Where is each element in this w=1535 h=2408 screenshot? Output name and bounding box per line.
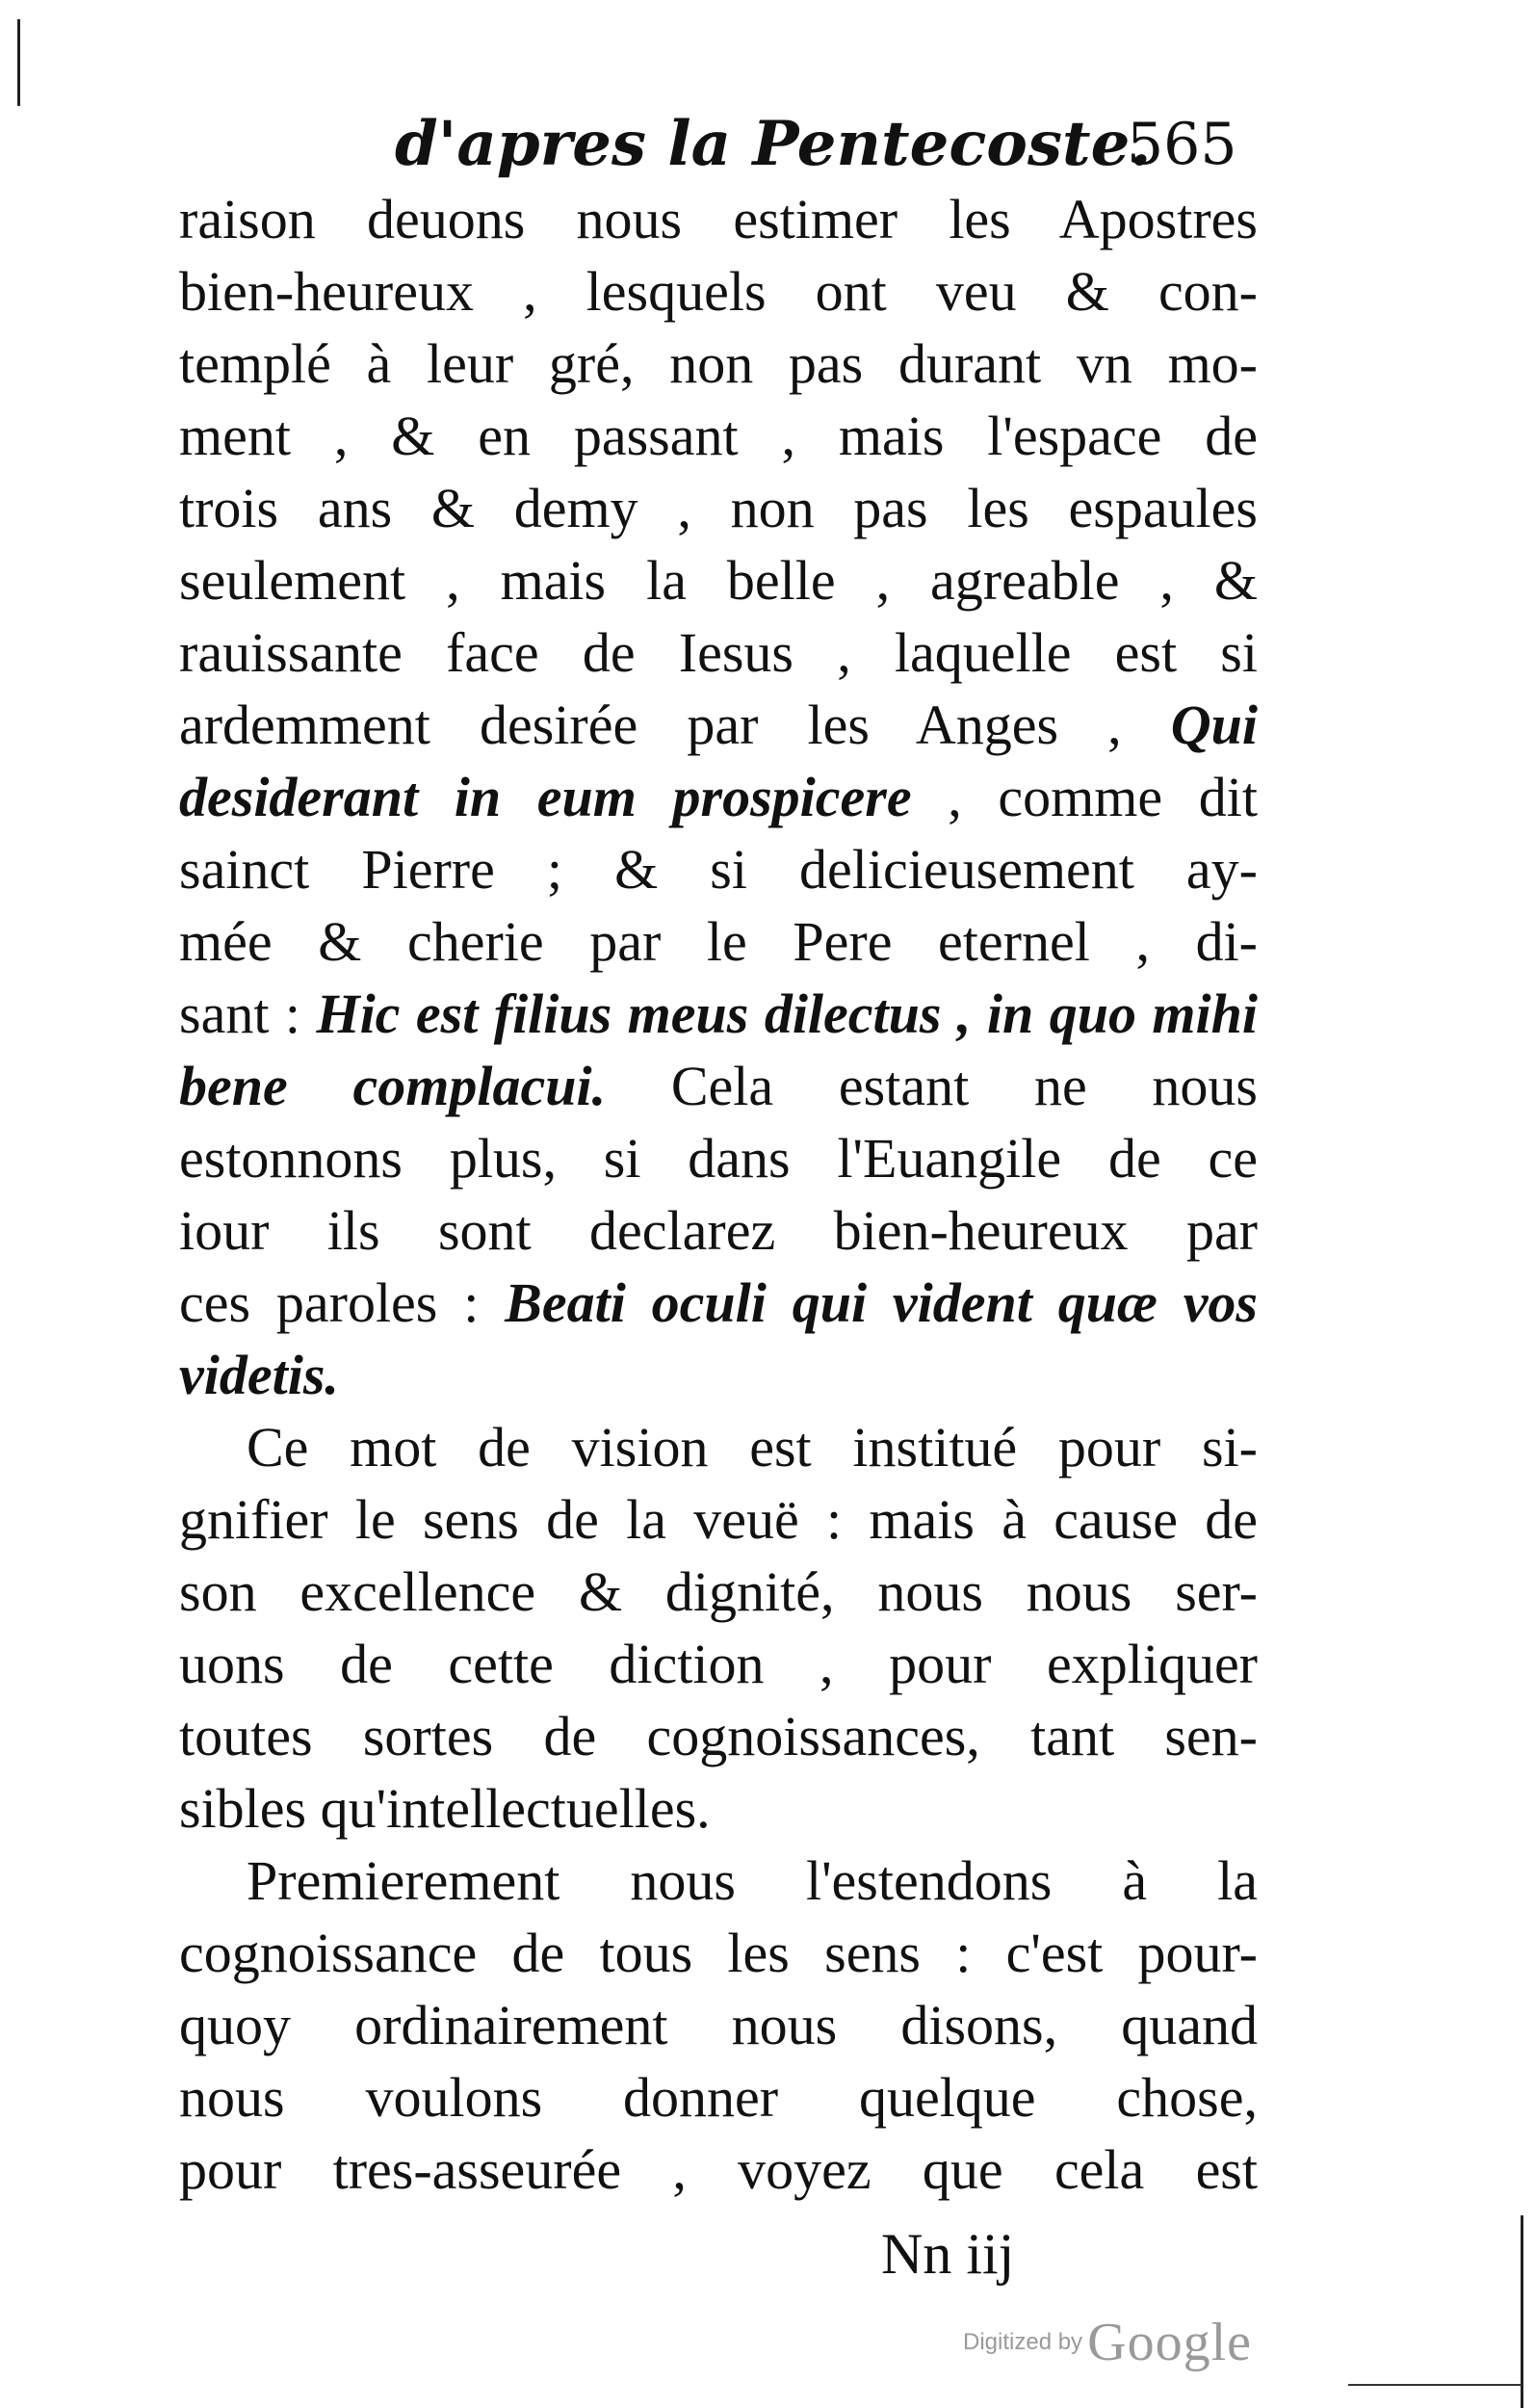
- watermark-logo-text: Google: [1087, 2313, 1253, 2372]
- text-line: iour ils sont declarez bien-heureux par: [179, 1199, 1258, 1262]
- text-line: bien-heureux , lesquels ont veu & con-: [179, 260, 1258, 323]
- text-line: son excellence & dignité, nous nous ser-: [179, 1560, 1258, 1623]
- text-line: sibles qu'intellectuelles.: [179, 1777, 711, 1840]
- text-line: [179, 1050, 1258, 1122]
- text-line: sainct Pierre ; & si delicieusement ay-: [179, 838, 1258, 901]
- text-line: seulement , mais la belle , agreable , &: [179, 549, 1258, 612]
- text-line: [179, 978, 1258, 1050]
- text-line: raison deuons nous estimer les Apostres: [179, 188, 1258, 250]
- latin-quote: bene complacui.: [179, 1055, 607, 1117]
- running-head: d'apres la Pentecoste.: [395, 108, 1152, 180]
- latin-quote: Beati oculi qui vident quæ vos: [505, 1271, 1258, 1334]
- text-line: [179, 689, 1258, 761]
- text-line: pour tres-asseurée , voyez que cela est: [179, 2138, 1258, 2201]
- digitization-watermark: [963, 2312, 1252, 2373]
- latin-quote: Qui: [1170, 694, 1258, 756]
- signature-mark: Nn iij: [881, 2222, 1015, 2286]
- text-line: [179, 761, 1258, 833]
- text-line: toutes sortes de cognoissances, tant sen-: [179, 1705, 1258, 1767]
- text-line: [179, 1267, 1258, 1339]
- text-line: estonnons plus, si dans l'Euangile de ce: [179, 1127, 1258, 1190]
- text-segment: , comme dit: [948, 766, 1258, 828]
- text-line: quoy ordinairement nous disons, quand: [179, 1994, 1258, 2056]
- text-segment: Cela estant ne nous: [670, 1055, 1258, 1117]
- text-segment: sant :: [179, 982, 300, 1045]
- body-text: [179, 183, 1258, 2206]
- text-line: [179, 1339, 1258, 1411]
- text-line: cognoissance de tous les sens : c'est pour-: [179, 1922, 1258, 1984]
- text-line: mée & cherie par le Pere eternel , di-: [179, 910, 1258, 973]
- paragraph-start-line: Ce mot de vision est institué pour si-: [247, 1416, 1258, 1479]
- latin-quote: videtis.: [179, 1344, 339, 1406]
- text-segment: ces paroles :: [179, 1271, 480, 1334]
- page-header: [289, 101, 1252, 188]
- text-segment: ardemment desirée par les Anges ,: [179, 694, 1122, 756]
- text-line: ment , & en passant , mais l'espace de: [179, 405, 1258, 467]
- text-line: templé à leur gré, non pas durant vn mo-: [179, 332, 1258, 395]
- scan-edge-mark: [17, 19, 20, 106]
- watermark-prefix: Digitized by: [963, 2329, 1083, 2355]
- scan-edge-mark: [1521, 2215, 1523, 2408]
- latin-quote: Hic est filius meus dilectus , in quo mihi: [316, 982, 1258, 1045]
- text-line: uons de cette diction , pour expliquer: [179, 1633, 1258, 1695]
- scan-edge-mark: [1348, 2384, 1522, 2386]
- text-line: nous voulons donner quelque chose,: [179, 2066, 1258, 2129]
- text-line: gnifier le sens de la veuë : mais à cause de: [179, 1488, 1258, 1551]
- page-number: 565: [1127, 111, 1237, 178]
- paragraph-start-line: Premierement nous l'estendons à la: [247, 1849, 1258, 1912]
- text-line: rauissante face de Iesus , laquelle est si: [179, 621, 1258, 684]
- latin-quote: desiderant in eum prospicere: [179, 766, 912, 828]
- text-line: trois ans & demy , non pas les espaules: [179, 477, 1258, 539]
